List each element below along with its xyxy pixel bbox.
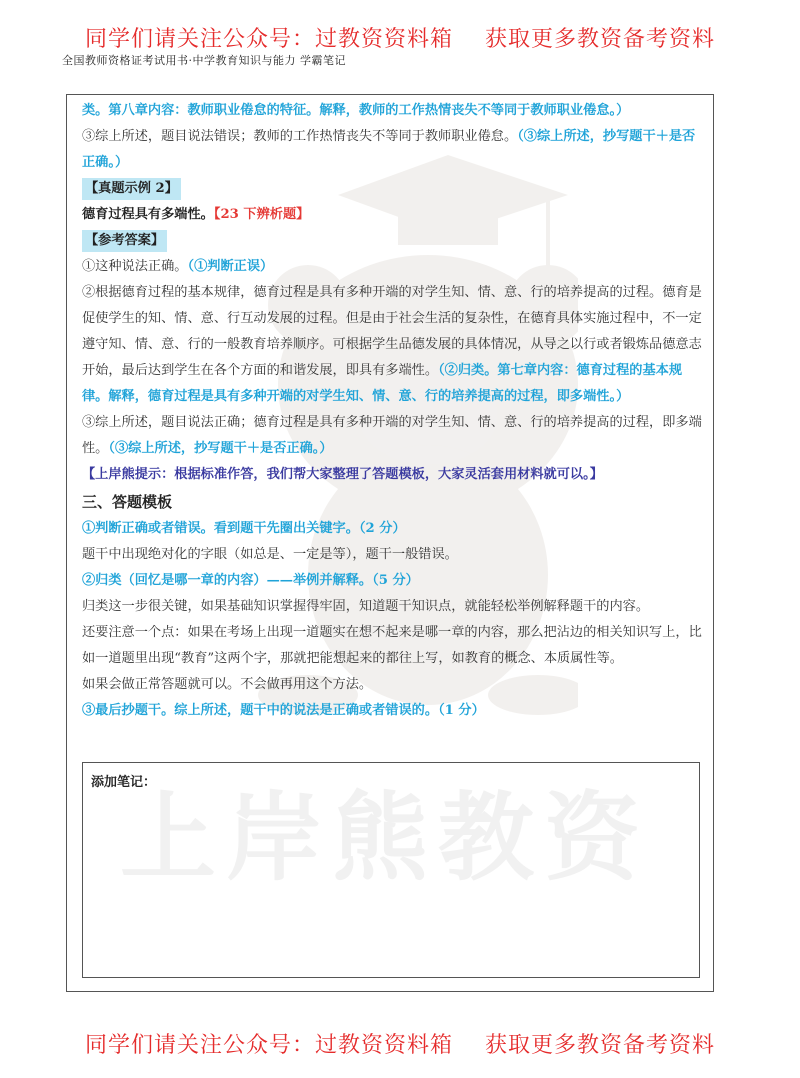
answer-step2 (82, 280, 704, 410)
document-body (82, 98, 704, 724)
template-step2-desc2: 还要注意一个点：如果在考场上出现一道题实在想不起来是哪一章的内容，那么把沾边的相关知识写上，比如一道题里出现“教育”这两个字，那就把能想起来的都往上写，如教育的概念、本质属性等。 (82, 625, 702, 666)
prev-conclusion-hint: （③综上所述，抄写题干＋是否正确。） (82, 129, 696, 170)
example-question: 德育过程具有多端性。 (82, 207, 214, 222)
example-tag: 【真题示例 2】 (82, 178, 181, 200)
notes-box[interactable] (82, 762, 700, 978)
answer-step1-text: ①这种说法正确。 (82, 259, 188, 274)
answer-step1 (82, 254, 704, 280)
prev-explanation-line: 类。第八章内容：教师职业倦怠的特征。解释，教师的工作热情丧失不等同于教师职业倦怠。） (82, 103, 630, 118)
answer-step1-hint: （①判断正误） (187, 259, 274, 274)
answer-step3-hint: （③综上所述，抄写题干＋是否正确。） (108, 441, 333, 456)
template-step1: ①判断正确或者错误。看到题干先圈出关键字。（2 分） (82, 521, 406, 536)
template-step3: ③最后抄题干。综上所述，题干中的说法是正确或者错误的。（1 分） (82, 703, 485, 718)
prev-conclusion-text: ③综上所述，题目说法错误；教师的工作热情丧失不等同于教师职业倦怠。 (82, 129, 518, 144)
bottom-banner: 同学们请关注公众号：过教资资料箱 获取更多教资备考资料 (85, 1033, 715, 1058)
template-step2: ②归类（回忆是哪一章的内容）——举例并解释。（5 分） (82, 573, 419, 588)
template-section-title: 三、答题模板 (82, 493, 173, 511)
example-question-line (82, 202, 704, 228)
answer-step2-hint: （②归类。第七章内容：德育过程的基本规律。解释，德育过程是具有多种开端的对学生知、情、意、行的培养提高的过程，即多端性。） (82, 363, 683, 404)
tip-line: 【上岸熊提示：根据标准作答，我们帮大家整理了答题模板，大家灵活套用材料就可以。】 (82, 467, 603, 482)
top-banner: 同学们请关注公众号：过教资资料箱 获取更多教资备考资料 (85, 27, 715, 52)
running-head: 全国教师资格证考试用书·中学教育知识与能力 学霸笔记 (62, 54, 346, 67)
prev-conclusion (82, 124, 704, 176)
notes-label: 添加笔记： (91, 775, 157, 790)
template-step1-desc: 题干中出现绝对化的字眼（如总是、一定是等），题干一般错误。 (82, 547, 458, 562)
answer-tag: 【参考答案】 (82, 230, 167, 252)
template-step2-desc1: 归类这一步很关键，如果基础知识掌握得牢固，知道题干知识点，就能轻松举例解释题干的内容。 (82, 599, 650, 614)
example-source: 【23 下辨析题】 (213, 207, 310, 222)
answer-step3 (82, 410, 704, 462)
answer-step3-text: ③综上所述，题目说法正确；德育过程是具有多种开端的对学生知、情、意、行的培养提高的过程，即多端性。 (82, 415, 702, 456)
answer-step2-text: ②根据德育过程的基本规律，德育过程是具有多种开端的对学生知、情、意、行的培养提高的过程。德育是促使学生的知、情、意、行互动发展的过程。但是由于社会生活的复杂性，在德育具体实施过程中，不一定遵守知、情、意、行的一般教育培养顺序。可根据学生品德发展的具体情况，从导之以行或者锻炼品德意志开始，最后达到学生在各个方面的和谐发展，即具有多端性。 (82, 285, 702, 378)
watermark-text: 上岸熊教资 (120, 782, 650, 894)
template-step2-desc3: 如果会做正常答题就可以。不会做再用这个方法。 (82, 677, 373, 692)
